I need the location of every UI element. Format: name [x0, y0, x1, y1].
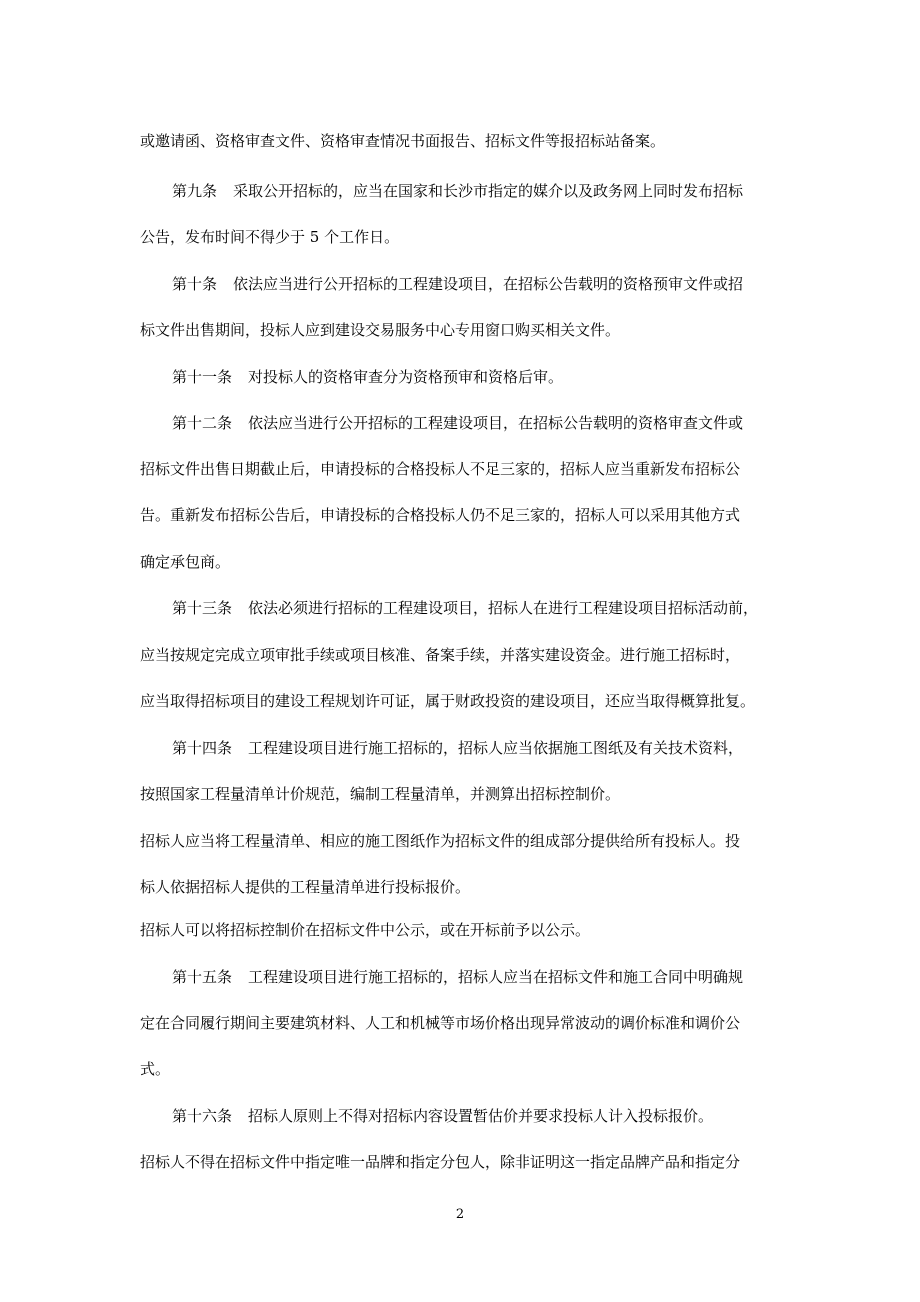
line-text: 依法必须进行招标的工程建设项目，招标人在进行工程建设项目招标活动前， [248, 599, 759, 617]
line-text: 确定承包商。 [140, 553, 231, 571]
line-text: 标人依据招标人提供的工程量清单进行投标报价。 [140, 878, 471, 896]
article-line [172, 967, 743, 987]
article-line [172, 181, 743, 201]
line-text: 式。 [140, 1060, 171, 1078]
article-number: 第十一条 [172, 368, 233, 386]
text-line [140, 505, 740, 525]
text-line [140, 227, 399, 247]
line-text: 或邀请函、资格审查文件、资格审查情况书面报告、招标文件等报招标站备案。 [140, 132, 666, 150]
article-number: 第十五条 [172, 968, 233, 986]
line-text: 招标人不得在招标文件中指定唯一品牌和指定分包人，除非证明这一指定品牌产品和指定分 [140, 1153, 741, 1171]
article-line [172, 367, 563, 387]
article-number: 第十四条 [172, 739, 233, 757]
text-line [140, 320, 620, 340]
article-line [172, 1106, 713, 1126]
line-text: 标文件出售期间，投标人应到建设交易服务中心专用窗口购买相关文件。 [140, 321, 621, 339]
line-text: 公告，发布时间不得少于 5 个工作日。 [140, 228, 400, 246]
line-text: 工程建设项目进行施工招标的，招标人应当依据施工图纸及有关技术资料， [248, 739, 744, 757]
line-text: 对投标人的资格审查分为资格预审和资格后审。 [248, 368, 564, 386]
line-text: 工程建设项目进行施工招标的，招标人应当在招标文件和施工合同中明确规 [248, 968, 744, 986]
line-text: 告。重新发布招标公告后，申请投标的合格投标人仍不足三家的，招标人可以采用其他方式 [140, 506, 741, 524]
article-line [172, 598, 758, 618]
line-text: 定在合同履行期间主要建筑材料、人工和机械等市场价格出现异常波动的调价标准和调价公 [140, 1014, 741, 1032]
article-number: 第九条 [172, 182, 218, 200]
page-number: 2 [455, 1207, 465, 1222]
text-line [140, 645, 740, 665]
text-line [140, 831, 740, 851]
line-text: 应当按规定完成立项审批手续或项目核准、备案手续，并落实建设资金。进行施工招标时， [140, 646, 741, 664]
line-text: 依法应当进行公开招标的工程建设项目，在招标公告载明的资格预审文件或招 [233, 275, 744, 293]
article-number: 第十三条 [172, 599, 233, 617]
text-line [140, 877, 470, 897]
text-line [140, 691, 755, 711]
line-text: 采取公开招标的，应当在国家和长沙市指定的媒介以及政务网上同时发布招标 [233, 182, 744, 200]
line-text: 招标人应当将工程量清单、相应的施工图纸作为招标文件的组成部分提供给所有投标人。投 [140, 832, 741, 850]
line-text: 招标文件出售日期截止后，申请投标的合格投标人不足三家的，招标人应当重新发布招标公 [140, 460, 741, 478]
article-number: 第十二条 [172, 414, 233, 432]
text-line [140, 459, 740, 479]
line-text: 招标人可以将招标控制价在招标文件中公示，或在开标前予以公示。 [140, 921, 591, 939]
text-line [140, 784, 620, 804]
line-text: 按照国家工程量清单计价规范，编制工程量清单，并测算出招标控制价。 [140, 785, 621, 803]
text-line [140, 1013, 740, 1033]
article-number: 第十六条 [172, 1107, 233, 1125]
line-text: 依法应当进行公开招标的工程建设项目，在招标公告载明的资格审查文件或 [248, 414, 744, 432]
text-line [140, 131, 665, 151]
text-line [140, 552, 230, 572]
article-line [172, 274, 743, 294]
article-number: 第十条 [172, 275, 218, 293]
line-text: 招标人原则上不得对招标内容设置暂估价并要求投标人计入投标报价。 [248, 1107, 714, 1125]
article-line [172, 738, 743, 758]
text-line [140, 920, 590, 940]
text-line [140, 1059, 170, 1079]
article-line [172, 413, 743, 433]
line-text: 应当取得招标项目的建设工程规划许可证，属于财政投资的建设项目，还应当取得概算批复。 [140, 692, 756, 710]
text-line [140, 1152, 740, 1172]
